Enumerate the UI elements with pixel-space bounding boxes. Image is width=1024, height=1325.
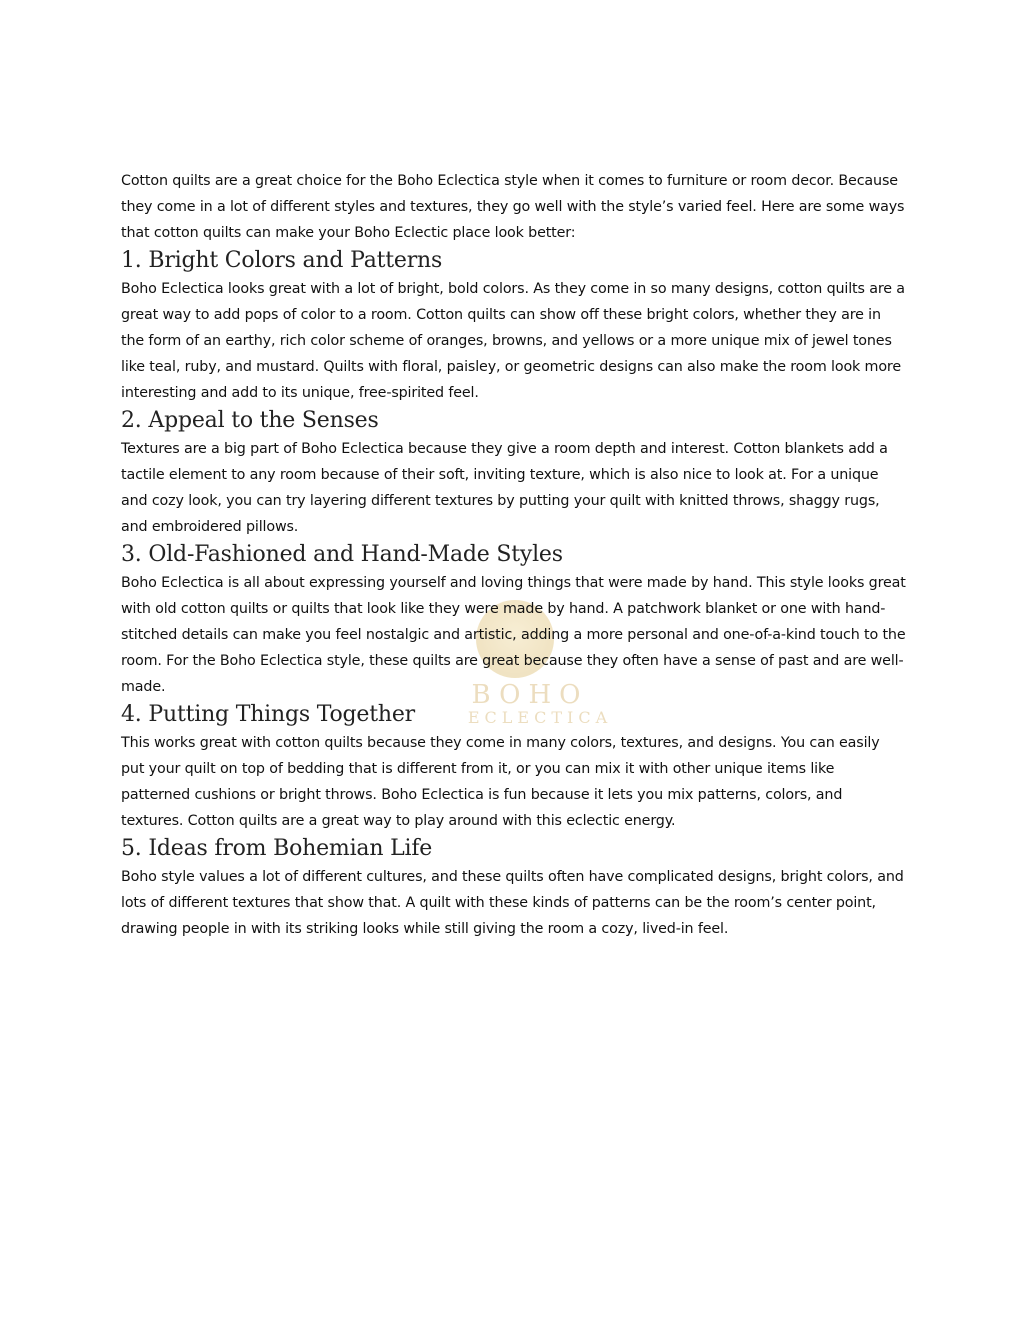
- section-heading-2: 2. Appeal to the Senses: [121, 408, 379, 433]
- section-heading-3: 3. Old-Fashioned and Hand-Made Styles: [121, 542, 563, 567]
- section-heading-5: 5. Ideas from Bohemian Life: [121, 836, 433, 861]
- section-body-3: Boho Eclectica is all about expressing yourself and loving things that were made by hand. This style looks great with old cotton quilts or quilts that look like they were made by hand. A patchwork blanket or one with hand-stitched details can make you feel nostalgic and artistic, adding a more personal and one-of-a-kind touch to the room. For the Boho Eclectica style, these quilts are great because they often have a sense of past and are well-made.: [121, 575, 906, 695]
- section-body-1: Boho Eclectica looks great with a lot of bright, bold colors. As they come in so many designs, cotton quilts are a great way to add pops of color to a room. Cotton quilts can show off these bright colors, whether they are in the form of an earthy, rich color scheme of oranges, browns, and yellows or a more unique mix of jewel tones like teal, ruby, and mustard. Quilts with floral, paisley, or geometric designs can also make the room look more interesting and add to its unique, free-spirited feel.: [121, 281, 905, 401]
- section-heading-1: 1. Bright Colors and Patterns: [121, 248, 443, 273]
- section-body-5: Boho style values a lot of different cultures, and these quilts often have complicated designs, bright colors, and lots of different textures that show that. A quilt with these kinds of patterns can be the room’s center point, drawing people in with its striking looks while still giving the room a cozy, lived-in feel.: [121, 869, 904, 937]
- watermark-line2: ECLECTICA: [467, 708, 613, 727]
- intro-paragraph: Cotton quilts are a great choice for the Boho Eclectica style when it comes to furniture or room decor. Because they come in a lot of different styles and textures, they go well with the style’s varied feel. Here are some ways that cotton quilts can make your Boho Eclectic place look better:: [121, 173, 905, 241]
- watermark-line1: BOHO: [471, 680, 589, 710]
- section-heading-4: 4. Putting Things Together: [121, 702, 415, 727]
- section-body-4: This works great with cotton quilts because they come in many colors, textures, and designs. You can easily put your quilt on top of bedding that is different from it, or you can mix it with other unique items like patterned cushions or bright throws. Boho Eclectica is fun because it lets you mix patterns, colors, and textures. Cotton quilts are a great way to play around with this eclectic energy.: [121, 735, 880, 829]
- article-content: [121, 168, 907, 942]
- section-body-2: Textures are a big part of Boho Eclectica because they give a room depth and interest. Cotton blankets add a tactile element to any room because of their soft, inviting texture, which is also nice to look at. For a unique and cozy look, you can try layering different textures by putting your quilt with knitted throws, shaggy rugs, and embroidered pillows.: [121, 441, 888, 535]
